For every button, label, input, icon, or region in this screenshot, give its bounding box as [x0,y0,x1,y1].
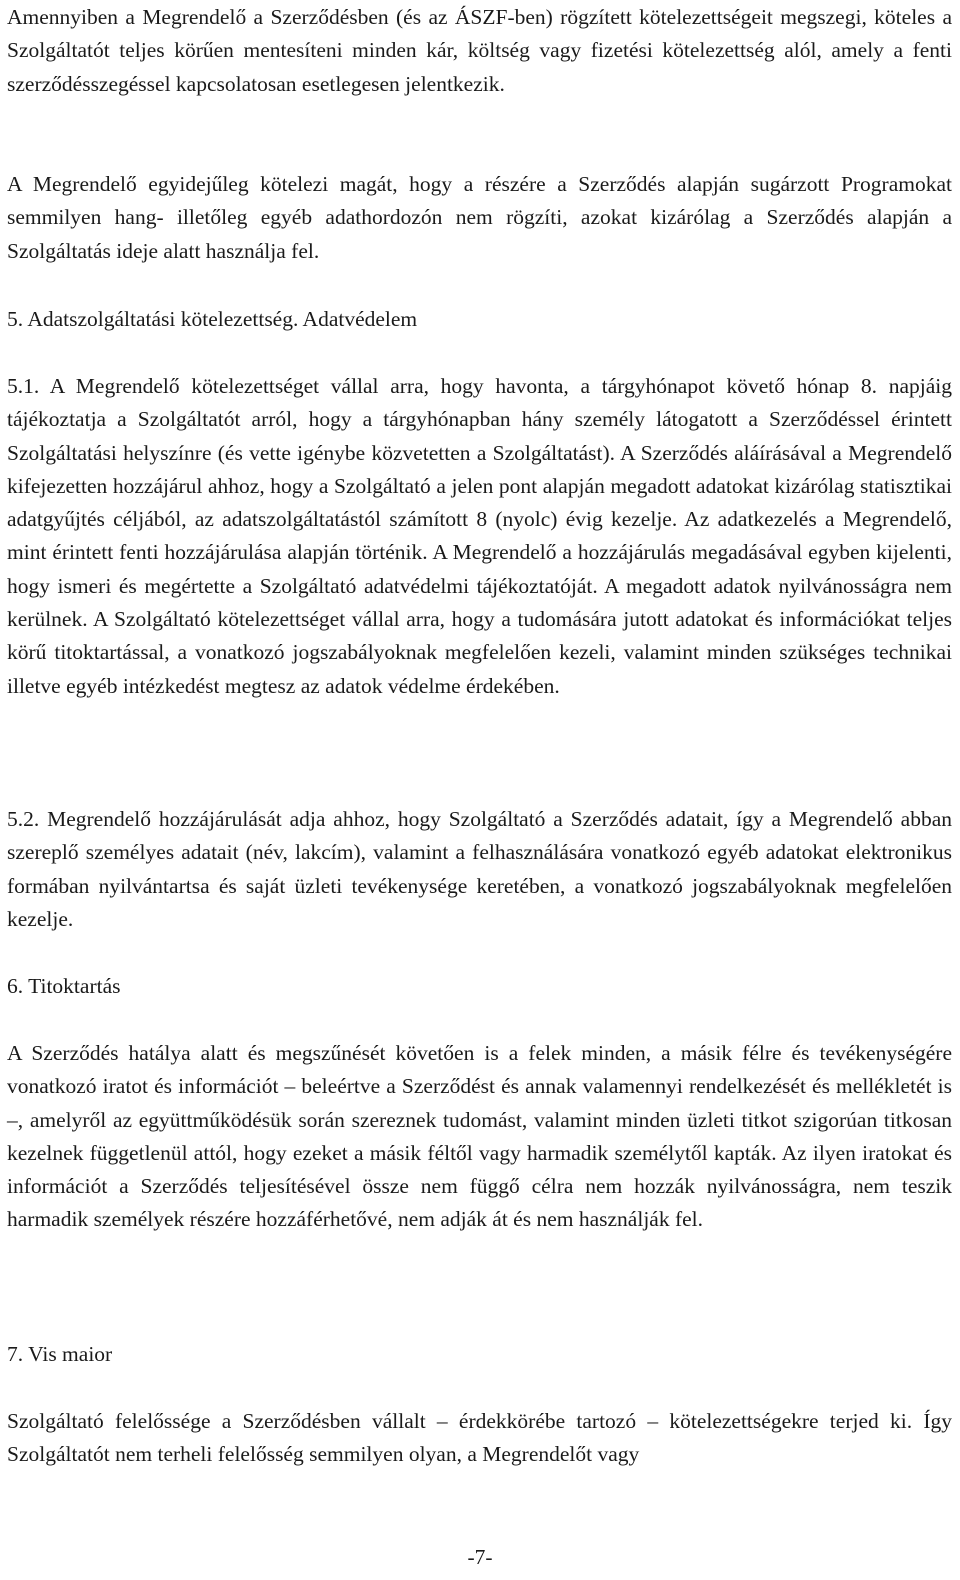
paragraph-text: Amennyiben a Megrendelő a Szerződésben (és az ÁSZF-ben) rögzített kötelezettségeit megszegi, köteles a Szolgáltatót teljes körűen mentesíteni minden kár, költség vagy fizetési kötelezettség alól, amely a fenti szerződésszegéssel kapcsolatosan esetlegesen jelentkezik. [7,5,952,96]
paragraph-text: 5.1. A Megrendelő kötelezettséget vállal arra, hogy havonta, a tárgyhónapot követő hónap 8. napjáig tájékoztatja a Szolgáltatót arról, hogy a tárgyhónapban hány személy látogatott a Szerződéssel érintett Szolgáltatási helyszínre (és vette igénybe közvetetten a Szolgáltatást). A Szerződés aláírásával a Megrendelő kifejezetten hozzájárul ahhoz, hogy a Szolgáltató a jelen pont alapján megadott adatokat kizárólag statisztikai adatgyűjtés céljából, az adatszolgáltatástól számított 8 (nyolc) évig kezelje. Az adatkezelés a Megrendelő, mint érintett fenti hozzájárulása alapján történik. A Megrendelő a hozzájárulás megadásával egyben kijelenti, hogy ismeri és megértette a Szolgáltató adatvédelmi tájékoztatóját. A megadott adatok nyilvánosságra nem kerülnek. A Szolgáltató kötelezettséget vállal arra, hogy a tudomására jutott adatokat és információkat teljes körű titoktartással, a vonatkozó jogszabályoknak megfelelően kezeli, valamint minden szükséges technikai illetve egyéb intézkedést megtesz az adatok védelme érdekében. [7,374,952,698]
paragraph-text: A Megrendelő egyidejűleg kötelezi magát, hogy a részére a Szerződés alapján sugárzott Programokat semmilyen hang- illetőleg egyéb adathordozón nem rögzíti, azokat kizárólag a Szerződés alapján a Szolgáltatás ideje alatt használja fel. [7,172,952,263]
paragraph-force-majeure [7,1405,952,1472]
section-heading-6: 6. Titoktartás [7,974,121,998]
section-heading-5: 5. Adatszolgáltatási kötelezettség. Adatvédelem [7,307,418,331]
paragraph-5-1 [7,370,952,703]
paragraph-programs [7,168,952,268]
paragraph-text: Szolgáltató felelőssége a Szerződésben vállalt – érdekkörébe tartozó – kötelezettségekre terjed ki. Így Szolgáltatót nem terheli felelősség semmilyen olyan, a Megrendelőt vagy [7,1409,952,1467]
paragraph-5-2 [7,803,952,936]
paragraph-text: 5.2. Megrendelő hozzájárulását adja ahhoz, hogy Szolgáltató a Szerződés adatait, így a Megrendelő abban szereplő személyes adatait (név, lakcím), valamint a felhasználására vonatkozó egyéb adatokat elektronikus formában nyilvántartsa és saját üzleti tevékenysége keretében, a vonatkozó jogszabályoknak megfelelően kezelje. [7,807,952,931]
paragraph-liability [7,1,952,101]
section-heading-7: 7. Vis maior [7,1342,113,1366]
page-number: -7- [467,1545,493,1569]
paragraph-text: A Szerződés hatálya alatt és megszűnését követően is a felek minden, a másik félre és tevékenységére vonatkozó iratot és információt – beleértve a Szerződést és annak valamennyi rendelkezését és mellékletét is –, amelyről az együttműködésük során szereznek tudomást, valamint minden üzleti titkot szigorúan titkosan kezelnek függetlenül attól, hogy ezeket a másik féltől vagy harmadik személytől kapták. Az ilyen iratokat és információt a Szerződés teljesítésével össze nem függő célra nem hozzák nyilvánosságra, nem teszik harmadik személyek részére hozzáférhetővé, nem adják át és nem használják fel. [7,1041,952,1232]
paragraph-confidentiality [7,1037,952,1237]
